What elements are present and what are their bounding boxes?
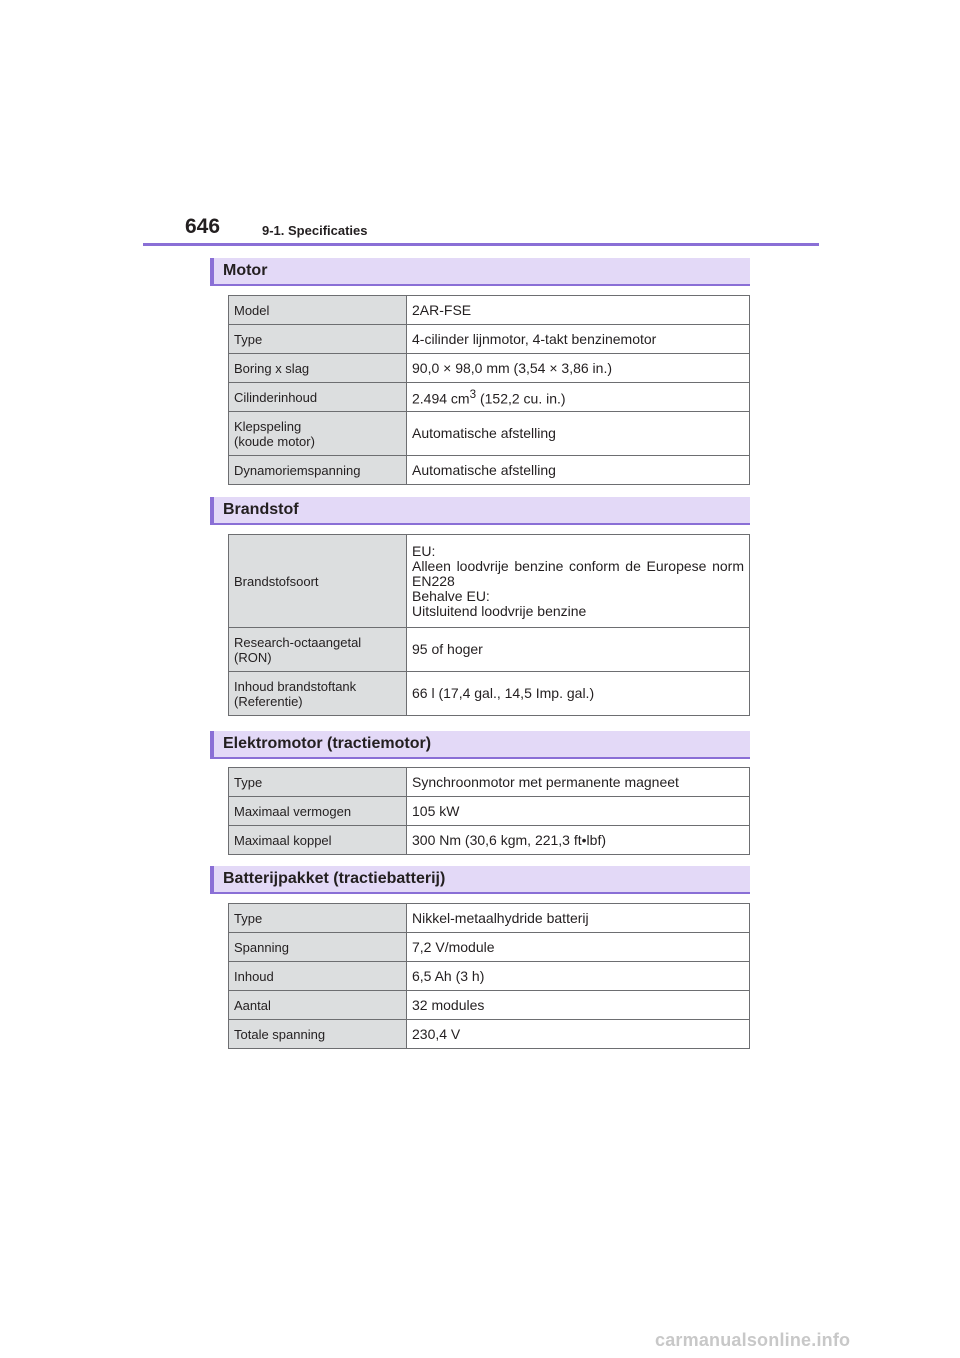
label-line: Klepspeling (234, 418, 302, 434)
row-label: Boring x slag (229, 354, 407, 383)
row-label (229, 672, 407, 716)
section-heading-brandstof: Brandstof (210, 497, 750, 525)
row-value: Automatische afstelling (407, 412, 750, 456)
table-row (229, 296, 750, 325)
row-value: 32 modules (407, 991, 750, 1020)
row-label: Inhoud (229, 962, 407, 991)
label-line: (koude motor) (234, 433, 315, 449)
table-row (229, 797, 750, 826)
table-row (229, 991, 750, 1020)
row-value: 300 Nm (30,6 kgm, 221,3 ft•lbf) (407, 826, 750, 855)
section-heading-batterij: Batterijpakket (tractiebatterij) (210, 866, 750, 894)
row-label (229, 412, 407, 456)
table-row (229, 826, 750, 855)
row-value: 7,2 V/module (407, 933, 750, 962)
elektromotor-table (228, 767, 750, 855)
section-elektromotor (210, 731, 750, 848)
table-row (229, 628, 750, 672)
displacement-unit-exponent: 3 (469, 388, 477, 402)
row-label: Totale spanning (229, 1020, 407, 1049)
table-row (229, 672, 750, 716)
row-label: Maximaal koppel (229, 826, 407, 855)
label-line: Research-octaangetal (234, 634, 362, 650)
brandstof-table (228, 534, 750, 716)
row-value: 90,0 × 98,0 mm (3,54 × 3,86 in.) (407, 354, 750, 383)
table-row (229, 768, 750, 797)
value-line: Alleen loodvrije benzine conform de Europese norm EN228 (412, 557, 744, 589)
row-value: 230,4 V (407, 1020, 750, 1049)
table-row (229, 383, 750, 412)
row-value: 4-cilinder lijnmotor, 4-takt benzinemotor (407, 325, 750, 354)
watermark: carmanualsonline.info (655, 1330, 851, 1350)
row-label: Dynamoriemspanning (229, 456, 407, 485)
section-title: 9-1. Specificaties (262, 223, 368, 238)
table-row (229, 962, 750, 991)
row-label: Type (229, 325, 407, 354)
row-label: Cilinderinhoud (229, 383, 407, 412)
row-value: 105 kW (407, 797, 750, 826)
row-label: Model (229, 296, 407, 325)
section-motor (210, 258, 750, 478)
row-value: 2AR-FSE (407, 296, 750, 325)
row-value: Nikkel-metaalhydride batterij (407, 904, 750, 933)
section-heading-motor: Motor (210, 258, 750, 286)
row-label (229, 628, 407, 672)
label-line: Inhoud brandstoftank (234, 678, 357, 694)
section-brandstof (210, 497, 750, 709)
row-value (407, 383, 750, 412)
row-label: Type (229, 768, 407, 797)
table-row (229, 535, 750, 628)
table-row (229, 1020, 750, 1049)
table-row (229, 412, 750, 456)
value-line: Uitsluitend loodvrije benzine (412, 602, 587, 619)
table-row (229, 904, 750, 933)
section-batterij (210, 866, 750, 1042)
header-rule (143, 243, 819, 246)
row-value (407, 535, 750, 628)
batterij-table (228, 903, 750, 1049)
section-heading-elektromotor: Elektromotor (tractiemotor) (210, 731, 750, 759)
row-value: 95 of hoger (407, 628, 750, 672)
label-line: (Referentie) (234, 693, 303, 709)
value-line: Behalve EU: (412, 587, 490, 604)
displacement-value: 2.494 cm (412, 390, 470, 407)
row-label: Type (229, 904, 407, 933)
row-value: 6,5 Ah (3 h) (407, 962, 750, 991)
row-value: Synchroonmotor met permanente magneet (407, 768, 750, 797)
table-row (229, 933, 750, 962)
row-label: Brandstofsoort (229, 535, 407, 628)
row-label: Spanning (229, 933, 407, 962)
row-label: Maximaal vermogen (229, 797, 407, 826)
displacement-imperial: (152,2 cu. in.) (476, 390, 566, 407)
label-line: (RON) (234, 649, 272, 665)
row-value: Automatische afstelling (407, 456, 750, 485)
row-label: Aantal (229, 991, 407, 1020)
table-row (229, 456, 750, 485)
motor-table (228, 295, 750, 485)
row-value: 66 l (17,4 gal., 14,5 Imp. gal.) (407, 672, 750, 716)
table-row (229, 354, 750, 383)
table-row (229, 325, 750, 354)
value-line: EU: (412, 542, 436, 559)
page-number: 646 (185, 215, 221, 238)
